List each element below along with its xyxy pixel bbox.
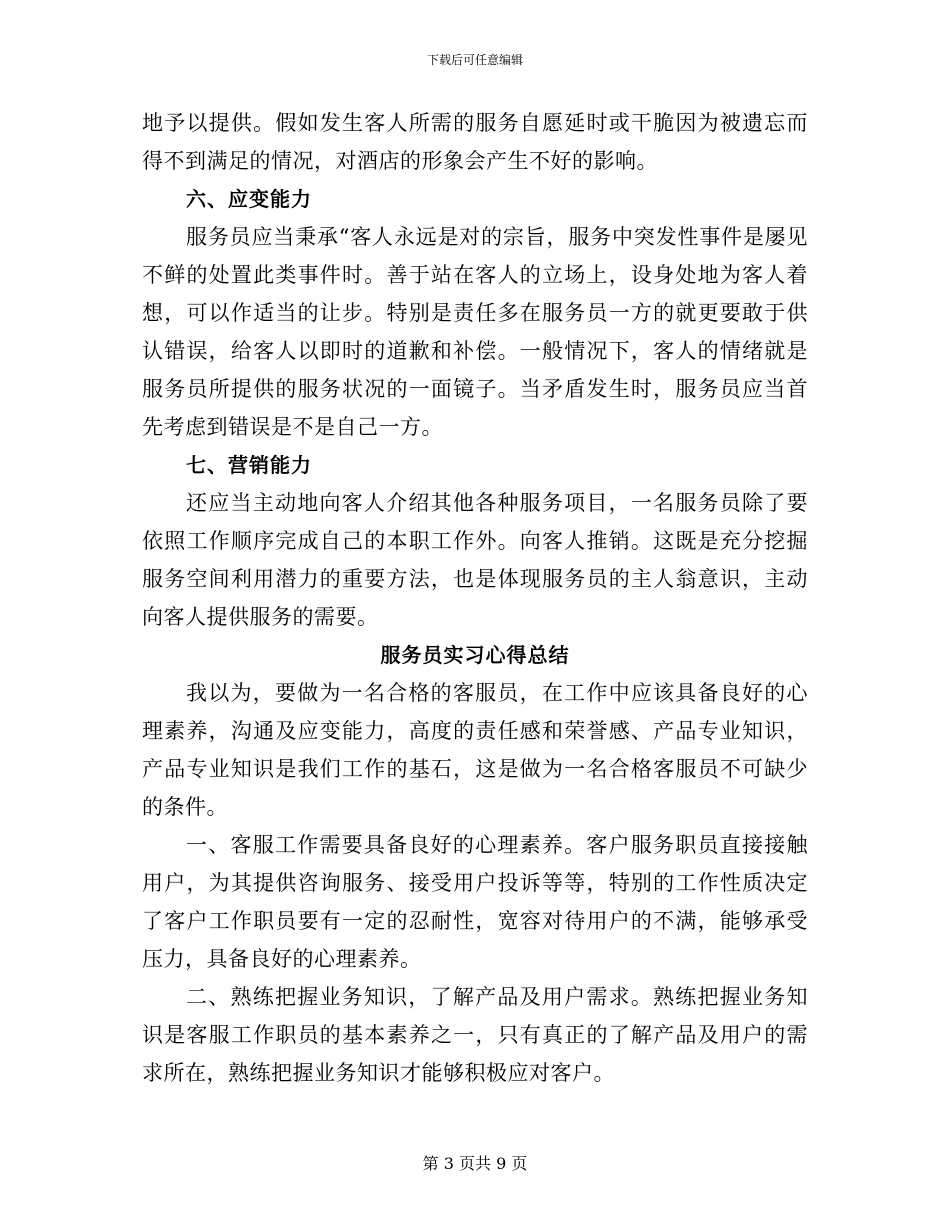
document-body <box>142 104 808 1092</box>
page-header: 下载后可任意编辑 <box>426 53 523 67</box>
paragraph-point-two: 二、熟练把握业务知识，了解产品及用户需求。熟练把握业务知识是客服工作职员的基本素养之一，只有真正的了解产品及用户的需求所在，熟练把握业务知识才能够积极应对客户。 <box>142 985 808 1085</box>
page-footer: 第 3 页共 9 页 <box>422 1154 528 1173</box>
paragraph-intro: 我以为，要做为一名合格的客服员，在工作中应该具备良好的心理素养，沟通及应变能力，高度的责任感和荣誉感、产品专业知识，产品专业知识是我们工作的基石，这是做为一名合格客服员不可缺少的条件。 <box>142 681 808 819</box>
heading-adaptability: 六、应变能力 <box>186 187 312 211</box>
paragraph-continuation: 地予以提供。假如发生客人所需的服务自愿延时或干脆因为被遗忘而得不到满足的情况，对酒店的形象会产生不好的影响。 <box>142 111 808 173</box>
paragraph-adaptability: 服务员应当秉承“客人永远是对的宗旨，服务中突发性事件是屡见不鲜的处置此类事件时。善于站在客人的立场上，设身处地为客人着想，可以作适当的让步。特别是责任多在服务员一方的就更要敢于供认错误，给客人以即时的道歉和补偿。一般情况下，客人的情绪就是服务员所提供的服务状况的一面镜子。当矛盾发生时，服务员应当首先考虑到错误是不是自己一方。 <box>142 225 808 439</box>
section-title: 服务员实习心得总结 <box>380 643 570 667</box>
heading-marketing: 七、营销能力 <box>186 453 312 477</box>
paragraph-point-one: 一、客服工作需要具备良好的心理素养。客户服务职员直接接触用户，为其提供咨询服务、接受用户投诉等等，特别的工作性质决定了客户工作职员要有一定的忍耐性，宽容对待用户的不满，能够承受压力，具备良好的心理素养。 <box>142 833 808 971</box>
paragraph-marketing: 还应当主动地向客人介绍其他各种服务项目，一名服务员除了要依照工作顺序完成自己的本职工作外。向客人推销。这既是充分挖掘服务空间利用潜力的重要方法，也是体现服务员的主人翁意识，主动向客人提供服务的需要。 <box>142 491 808 629</box>
